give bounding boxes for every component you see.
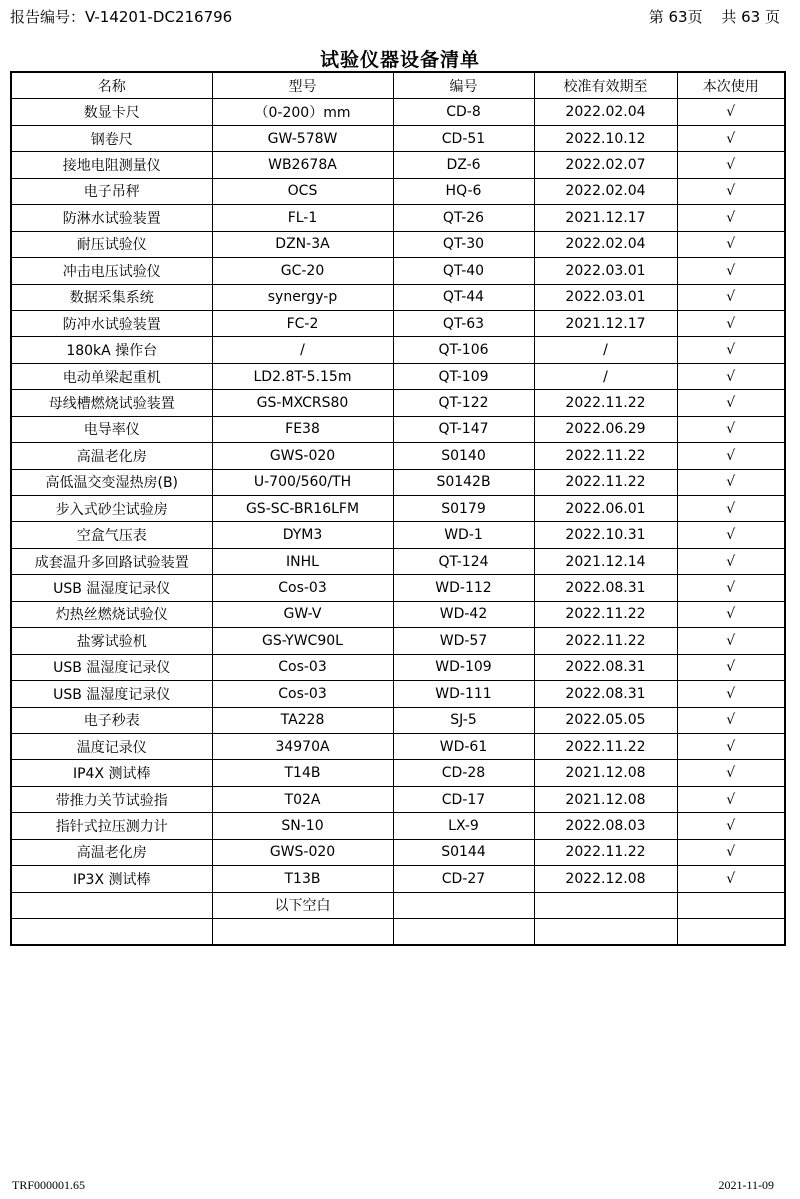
cell-name: 180kA 操作台 bbox=[11, 337, 212, 363]
table-row bbox=[11, 654, 785, 680]
cell-number: LX-9 bbox=[393, 813, 534, 839]
table-row bbox=[11, 363, 785, 389]
cell-used: √ bbox=[677, 628, 785, 654]
cell-used: √ bbox=[677, 310, 785, 336]
cell-used: √ bbox=[677, 125, 785, 151]
cell-calibration-date: 2022.11.22 bbox=[534, 390, 677, 416]
cell-used: √ bbox=[677, 839, 785, 865]
cell-name: USB 温湿度记录仪 bbox=[11, 575, 212, 601]
cell-name: 数据采集系统 bbox=[11, 284, 212, 310]
cell-name bbox=[11, 892, 212, 918]
cell-name: USB 温湿度记录仪 bbox=[11, 681, 212, 707]
cell-model bbox=[212, 919, 393, 946]
cell-name: 成套温升多回路试验装置 bbox=[11, 548, 212, 574]
cell-model: GS-YWC90L bbox=[212, 628, 393, 654]
column-header-name: 名称 bbox=[11, 72, 212, 99]
cell-used: √ bbox=[677, 496, 785, 522]
cell-number: QT-124 bbox=[393, 548, 534, 574]
table-row bbox=[11, 178, 785, 204]
cell-name: 高低温交变湿热房(B) bbox=[11, 469, 212, 495]
cell-name: 盐雾试验机 bbox=[11, 628, 212, 654]
cell-model: （0-200）mm bbox=[212, 99, 393, 125]
cell-name: 电动单梁起重机 bbox=[11, 363, 212, 389]
table-row bbox=[11, 205, 785, 231]
cell-number: QT-106 bbox=[393, 337, 534, 363]
cell-name: 电子秒表 bbox=[11, 707, 212, 733]
cell-model: T13B bbox=[212, 866, 393, 892]
cell-calibration-date bbox=[534, 919, 677, 946]
footer-date: 2021-11-09 bbox=[718, 1178, 774, 1192]
cell-used: √ bbox=[677, 548, 785, 574]
cell-number: QT-30 bbox=[393, 231, 534, 257]
cell-calibration-date: 2022.06.29 bbox=[534, 416, 677, 442]
cell-used: √ bbox=[677, 522, 785, 548]
cell-used: √ bbox=[677, 469, 785, 495]
cell-model: SN-10 bbox=[212, 813, 393, 839]
table-row bbox=[11, 760, 785, 786]
table-header-row bbox=[11, 72, 785, 99]
table-row bbox=[11, 681, 785, 707]
cell-calibration-date: 2022.02.04 bbox=[534, 231, 677, 257]
equipment-table bbox=[10, 71, 786, 946]
cell-calibration-date: 2022.02.04 bbox=[534, 99, 677, 125]
cell-calibration-date: 2022.11.22 bbox=[534, 628, 677, 654]
cell-number: HQ-6 bbox=[393, 178, 534, 204]
cell-used: √ bbox=[677, 284, 785, 310]
cell-model: OCS bbox=[212, 178, 393, 204]
cell-name: 温度记录仪 bbox=[11, 733, 212, 759]
cell-number: QT-147 bbox=[393, 416, 534, 442]
cell-calibration-date: 2022.10.12 bbox=[534, 125, 677, 151]
cell-model: U-700/560/TH bbox=[212, 469, 393, 495]
cell-number: QT-26 bbox=[393, 205, 534, 231]
cell-number: WD-61 bbox=[393, 733, 534, 759]
cell-used: √ bbox=[677, 178, 785, 204]
cell-calibration-date: 2022.11.22 bbox=[534, 601, 677, 627]
cell-name: 母线槽燃烧试验装置 bbox=[11, 390, 212, 416]
cell-model: GW-578W bbox=[212, 125, 393, 151]
cell-calibration-date: 2021.12.08 bbox=[534, 786, 677, 812]
cell-model: TA228 bbox=[212, 707, 393, 733]
cell-calibration-date: 2022.08.03 bbox=[534, 813, 677, 839]
cell-number: WD-111 bbox=[393, 681, 534, 707]
cell-number: WD-109 bbox=[393, 654, 534, 680]
cell-number bbox=[393, 919, 534, 946]
cell-model: 34970A bbox=[212, 733, 393, 759]
table-row bbox=[11, 892, 785, 918]
cell-number: CD-51 bbox=[393, 125, 534, 151]
cell-name: 数显卡尺 bbox=[11, 99, 212, 125]
cell-model: DYM3 bbox=[212, 522, 393, 548]
page-indicator bbox=[649, 6, 780, 27]
cell-calibration-date: 2022.08.31 bbox=[534, 654, 677, 680]
cell-number: CD-28 bbox=[393, 760, 534, 786]
table-row bbox=[11, 575, 785, 601]
cell-number: QT-63 bbox=[393, 310, 534, 336]
cell-used: √ bbox=[677, 205, 785, 231]
cell-model: Cos-03 bbox=[212, 575, 393, 601]
table-row bbox=[11, 601, 785, 627]
table-row bbox=[11, 786, 785, 812]
cell-calibration-date: 2022.11.22 bbox=[534, 443, 677, 469]
cell-used: √ bbox=[677, 258, 785, 284]
table-row bbox=[11, 496, 785, 522]
cell-model: T14B bbox=[212, 760, 393, 786]
cell-number: DZ-6 bbox=[393, 152, 534, 178]
column-header-model: 型号 bbox=[212, 72, 393, 99]
cell-used bbox=[677, 919, 785, 946]
table-row bbox=[11, 310, 785, 336]
cell-calibration-date: 2022.11.22 bbox=[534, 469, 677, 495]
cell-calibration-date: 2022.11.22 bbox=[534, 733, 677, 759]
cell-name: 高温老化房 bbox=[11, 443, 212, 469]
cell-name: 接地电阻测量仪 bbox=[11, 152, 212, 178]
cell-used: √ bbox=[677, 601, 785, 627]
cell-calibration-date: 2022.03.01 bbox=[534, 258, 677, 284]
cell-number: WD-1 bbox=[393, 522, 534, 548]
cell-model: GW-V bbox=[212, 601, 393, 627]
cell-name: USB 温湿度记录仪 bbox=[11, 654, 212, 680]
cell-number: QT-44 bbox=[393, 284, 534, 310]
cell-used bbox=[677, 892, 785, 918]
cell-used: √ bbox=[677, 363, 785, 389]
cell-number: WD-112 bbox=[393, 575, 534, 601]
cell-number: WD-57 bbox=[393, 628, 534, 654]
table-row bbox=[11, 416, 785, 442]
cell-model: Cos-03 bbox=[212, 654, 393, 680]
cell-calibration-date: 2022.08.31 bbox=[534, 575, 677, 601]
cell-model: GWS-020 bbox=[212, 443, 393, 469]
table-row bbox=[11, 628, 785, 654]
cell-model: GWS-020 bbox=[212, 839, 393, 865]
cell-number: QT-109 bbox=[393, 363, 534, 389]
cell-number: CD-27 bbox=[393, 866, 534, 892]
cell-number: QT-40 bbox=[393, 258, 534, 284]
cell-number: S0144 bbox=[393, 839, 534, 865]
table-row bbox=[11, 548, 785, 574]
cell-calibration-date: 2021.12.17 bbox=[534, 205, 677, 231]
cell-model: 以下空白 bbox=[212, 892, 393, 918]
cell-number: CD-8 bbox=[393, 99, 534, 125]
cell-model: FC-2 bbox=[212, 310, 393, 336]
cell-model: WB2678A bbox=[212, 152, 393, 178]
table-row bbox=[11, 522, 785, 548]
cell-calibration-date: 2022.11.22 bbox=[534, 839, 677, 865]
cell-name bbox=[11, 919, 212, 946]
cell-used: √ bbox=[677, 152, 785, 178]
cell-calibration-date: 2022.03.01 bbox=[534, 284, 677, 310]
cell-calibration-date: 2021.12.08 bbox=[534, 760, 677, 786]
cell-calibration-date: / bbox=[534, 337, 677, 363]
cell-used: √ bbox=[677, 231, 785, 257]
cell-model: GC-20 bbox=[212, 258, 393, 284]
cell-number: WD-42 bbox=[393, 601, 534, 627]
report-number: 报告编号：V-14201-DC216796 bbox=[10, 8, 233, 26]
cell-calibration-date: 2022.12.08 bbox=[534, 866, 677, 892]
column-header-number: 编号 bbox=[393, 72, 534, 99]
cell-name: 步入式砂尘试验房 bbox=[11, 496, 212, 522]
cell-used: √ bbox=[677, 760, 785, 786]
table-row bbox=[11, 337, 785, 363]
table-row bbox=[11, 866, 785, 892]
cell-number bbox=[393, 892, 534, 918]
cell-model: DZN-3A bbox=[212, 231, 393, 257]
page-total: 共 63 页 bbox=[721, 8, 780, 26]
cell-name: 灼热丝燃烧试验仪 bbox=[11, 601, 212, 627]
cell-model: T02A bbox=[212, 786, 393, 812]
cell-number: S0142B bbox=[393, 469, 534, 495]
cell-name: 冲击电压试验仪 bbox=[11, 258, 212, 284]
column-header-calibration-date: 校准有效期至 bbox=[534, 72, 677, 99]
table-row bbox=[11, 284, 785, 310]
cell-name: 高温老化房 bbox=[11, 839, 212, 865]
table-row bbox=[11, 707, 785, 733]
table-row bbox=[11, 839, 785, 865]
cell-model: synergy-p bbox=[212, 284, 393, 310]
cell-name: 钢卷尺 bbox=[11, 125, 212, 151]
cell-used: √ bbox=[677, 99, 785, 125]
cell-used: √ bbox=[677, 390, 785, 416]
column-header-used: 本次使用 bbox=[677, 72, 785, 99]
cell-name: IP3X 测试棒 bbox=[11, 866, 212, 892]
cell-calibration-date: 2021.12.17 bbox=[534, 310, 677, 336]
cell-used: √ bbox=[677, 443, 785, 469]
cell-name: 耐压试验仪 bbox=[11, 231, 212, 257]
cell-model: Cos-03 bbox=[212, 681, 393, 707]
cell-used: √ bbox=[677, 786, 785, 812]
cell-used: √ bbox=[677, 681, 785, 707]
cell-number: CD-17 bbox=[393, 786, 534, 812]
cell-name: IP4X 测试棒 bbox=[11, 760, 212, 786]
cell-name: 电子吊秤 bbox=[11, 178, 212, 204]
cell-number: SJ-5 bbox=[393, 707, 534, 733]
cell-calibration-date: 2022.06.01 bbox=[534, 496, 677, 522]
table-row bbox=[11, 919, 785, 946]
cell-used: √ bbox=[677, 813, 785, 839]
cell-model: FE38 bbox=[212, 416, 393, 442]
cell-used: √ bbox=[677, 733, 785, 759]
cell-calibration-date: 2022.08.31 bbox=[534, 681, 677, 707]
document-title: 试验仪器设备清单 bbox=[319, 49, 480, 71]
cell-name: 带推力关节试验指 bbox=[11, 786, 212, 812]
cell-used: √ bbox=[677, 654, 785, 680]
table-row bbox=[11, 258, 785, 284]
table-row bbox=[11, 390, 785, 416]
cell-name: 电导率仪 bbox=[11, 416, 212, 442]
table-row bbox=[11, 152, 785, 178]
cell-model: GS-SC-BR16LFM bbox=[212, 496, 393, 522]
table-row bbox=[11, 443, 785, 469]
cell-number: S0179 bbox=[393, 496, 534, 522]
cell-model: GS-MXCRS80 bbox=[212, 390, 393, 416]
cell-used: √ bbox=[677, 866, 785, 892]
cell-number: S0140 bbox=[393, 443, 534, 469]
cell-model: FL-1 bbox=[212, 205, 393, 231]
cell-calibration-date bbox=[534, 892, 677, 918]
cell-calibration-date: / bbox=[534, 363, 677, 389]
table-row bbox=[11, 813, 785, 839]
cell-calibration-date: 2022.10.31 bbox=[534, 522, 677, 548]
cell-model: / bbox=[212, 337, 393, 363]
cell-used: √ bbox=[677, 337, 785, 363]
cell-name: 指针式拉压测力计 bbox=[11, 813, 212, 839]
page-number: 第 63页 bbox=[648, 8, 703, 26]
cell-model: LD2.8T-5.15m bbox=[212, 363, 393, 389]
cell-calibration-date: 2022.05.05 bbox=[534, 707, 677, 733]
cell-name: 防淋水试验装置 bbox=[11, 205, 212, 231]
table-row bbox=[11, 469, 785, 495]
cell-calibration-date: 2022.02.07 bbox=[534, 152, 677, 178]
cell-model: INHL bbox=[212, 548, 393, 574]
table-row bbox=[11, 99, 785, 125]
table-row bbox=[11, 125, 785, 151]
cell-used: √ bbox=[677, 707, 785, 733]
cell-used: √ bbox=[677, 416, 785, 442]
table-row bbox=[11, 231, 785, 257]
cell-calibration-date: 2021.12.14 bbox=[534, 548, 677, 574]
cell-used: √ bbox=[677, 575, 785, 601]
table-row bbox=[11, 733, 785, 759]
cell-name: 空盒气压表 bbox=[11, 522, 212, 548]
cell-name: 防冲水试验装置 bbox=[11, 310, 212, 336]
cell-calibration-date: 2022.02.04 bbox=[534, 178, 677, 204]
cell-number: QT-122 bbox=[393, 390, 534, 416]
form-number: TRF000001.65 bbox=[12, 1178, 86, 1192]
